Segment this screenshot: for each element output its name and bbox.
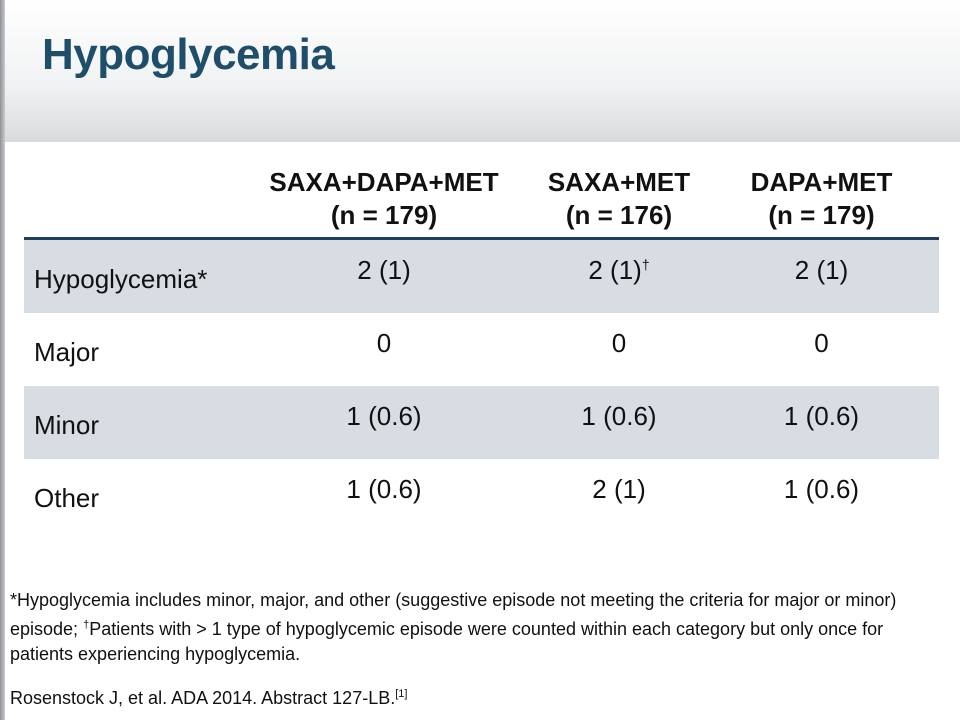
cell-value: 0: [376, 328, 392, 358]
column-header-name: SAXA+DAPA+MET: [269, 167, 499, 197]
row-label: Major: [34, 337, 100, 367]
row-label: Minor: [34, 410, 100, 440]
cell-value: 1 (0.6): [346, 401, 422, 431]
table-cell: [704, 328, 939, 365]
column-header-n: (n = 179): [768, 200, 875, 230]
left-border: [0, 0, 5, 720]
row-label: Hypoglycemia*: [34, 264, 208, 294]
table-cell: [534, 474, 704, 511]
table-cell: [534, 328, 704, 365]
citation: [10, 688, 407, 709]
table-cell: [534, 401, 704, 438]
cell-value: 1 (0.6): [346, 474, 422, 504]
table-cell: [234, 474, 534, 511]
cell-value: 2 (1): [588, 255, 642, 285]
row-label: Other: [34, 483, 100, 513]
cell-value: 1 (0.6): [581, 401, 657, 431]
cell-value: 2 (1): [357, 255, 411, 285]
column-header-n: (n = 179): [330, 200, 438, 230]
cell-value: 0: [611, 328, 627, 358]
table-cell: [704, 255, 939, 292]
hypoglycemia-table: [24, 162, 939, 532]
table-cell: [534, 255, 704, 292]
footnote-dagger: †: [83, 619, 90, 631]
cell-value: 0: [814, 328, 829, 358]
table-cell: [234, 401, 534, 438]
column-header-saxa-met: [534, 162, 704, 232]
footnote-text-part1: *Hypoglycemia includes minor, major, and other (suggestive episode not meeting the criteria for major or minor) episode;: [10, 590, 897, 639]
column-header-dapa-met: [704, 162, 939, 232]
cell-value: 1 (0.6): [783, 474, 860, 504]
table-row-major: [24, 313, 939, 386]
table-row-other: [24, 459, 939, 532]
table-cell: [234, 328, 534, 365]
table-cell: [234, 255, 534, 292]
citation-text: Rosenstock J, et al. ADA 2014. Abstract 127-LB.: [10, 688, 396, 708]
table-row-minor: [24, 386, 939, 459]
footnote-text-part2: Patients with > 1 type of hypoglycemic episode were counted within each category but only once for patients experiencing hypoglycemia.: [10, 619, 884, 664]
table-cell: [704, 401, 939, 438]
slide-title: Hypoglycemia: [42, 30, 335, 79]
cell-value: 2 (1): [592, 474, 646, 504]
table-cell: [704, 474, 939, 511]
footnote: [10, 588, 940, 667]
table-header-row: [24, 162, 939, 240]
cell-value: 2 (1): [794, 255, 849, 285]
dagger-marker: †: [641, 256, 650, 273]
table-row-hypoglycemia: [24, 240, 939, 313]
column-header-name: DAPA+MET: [750, 167, 893, 197]
citation-reference: [1]: [395, 688, 408, 700]
column-header-name: SAXA+MET: [547, 167, 691, 197]
column-header-n: (n = 176): [565, 200, 673, 230]
cell-value: 1 (0.6): [783, 401, 860, 431]
column-header-saxa-dapa-met: [234, 162, 534, 232]
